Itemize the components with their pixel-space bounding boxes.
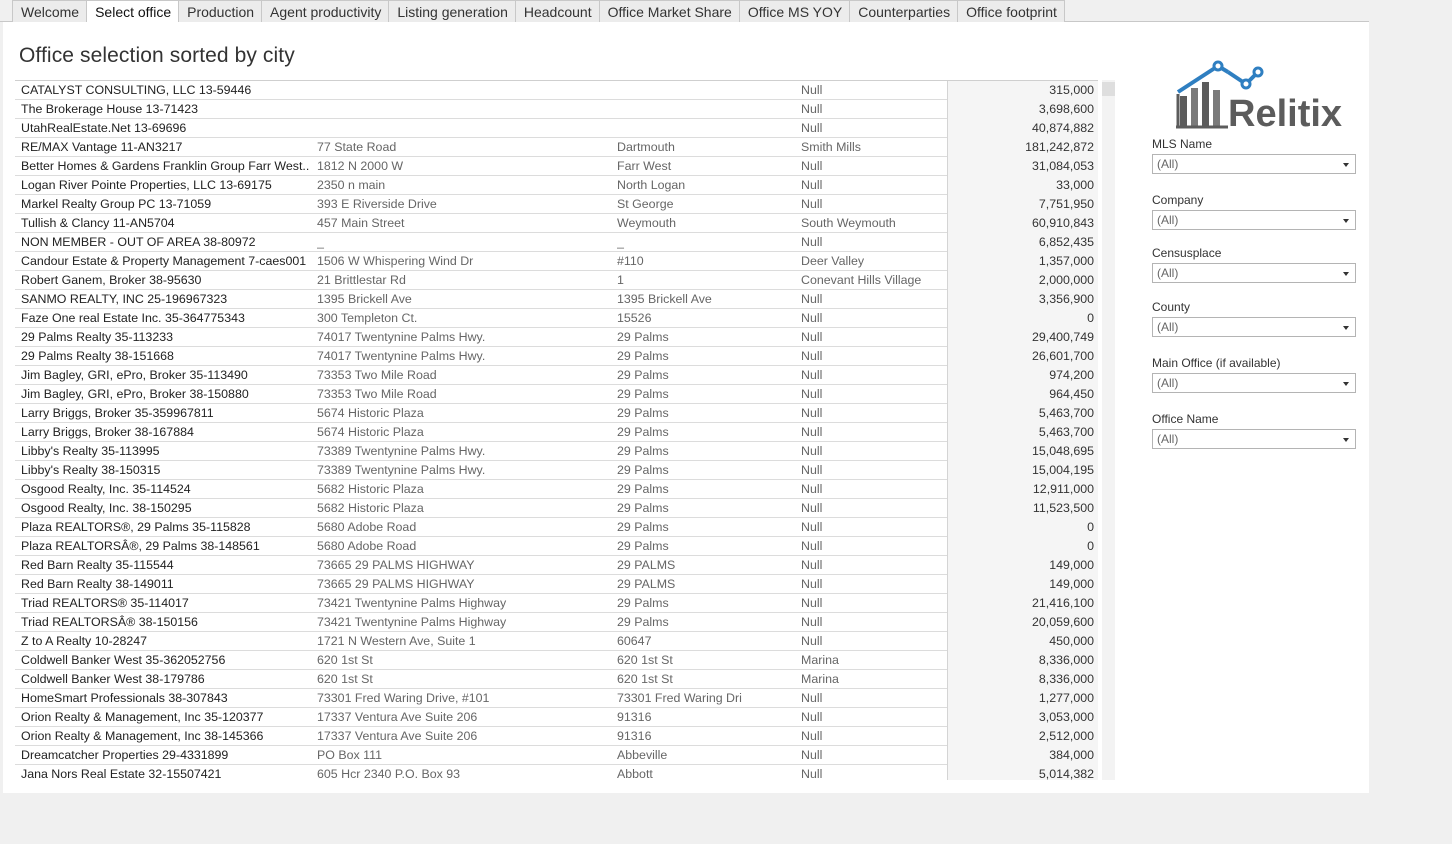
office-name-cell: Triad REALTORS® 35-114017 [21,596,189,610]
censusplace-cell: Null [801,121,823,135]
office-name-cell: Larry Briggs, Broker 35-359967811 [21,406,214,420]
volume-cell: 3,053,000 [947,708,1098,727]
volume-cell: 2,000,000 [947,271,1098,290]
address-cell: 5682 Historic Plaza [317,501,424,515]
scrollbar-thumb[interactable] [1102,82,1115,96]
office-name-cell: Triad REALTORSÂ® 38-150156 [21,615,198,629]
censusplace-cell: Null [801,83,823,97]
volume-cell: 5,463,700 [947,404,1098,423]
chevron-down-icon [1343,272,1349,276]
chevron-down-icon [1343,163,1349,167]
table-row[interactable] [15,556,1098,575]
volume-cell: 21,416,100 [947,594,1098,613]
office-name-cell: Better Homes & Gardens Franklin Group Farr West.. [21,159,310,173]
address-cell: 5680 Adobe Road [317,539,417,553]
censusplace-cell: Null [801,406,823,420]
filter-label: Company [1152,193,1204,207]
volume-cell: 0 [947,518,1098,537]
office-name-cell: Libby's Realty 35-113995 [21,444,160,458]
censusplace-cell: Null [801,444,823,458]
address-cell: 74017 Twentynine Palms Hwy. [317,349,486,363]
table-row[interactable] [15,328,1098,347]
filter-value: (All) [1157,213,1179,227]
volume-cell: 60,910,843 [947,214,1098,233]
office-name-cell: Red Barn Realty 38-149011 [21,577,174,591]
address-cell: 393 E Riverside Drive [317,197,437,211]
table-row[interactable] [15,138,1098,157]
address-cell [317,81,617,100]
address-cell: 1395 Brickell Ave [317,292,412,306]
volume-cell: 6,852,435 [947,233,1098,252]
office-name-cell: Jim Bagley, GRI, ePro, Broker 38-150880 [21,387,249,401]
censusplace-cell: South Weymouth [801,216,896,230]
table-row[interactable] [15,727,1098,746]
city-cell: North Logan [617,178,686,192]
filter-censusplace [1152,245,1358,283]
volume-cell: 33,000 [947,176,1098,195]
office-name-cell: Jim Bagley, GRI, ePro, Broker 35-113490 [21,368,248,382]
address-cell: 5674 Historic Plaza [317,406,424,420]
filter-dropdown[interactable] [1152,154,1356,174]
volume-cell: 384,000 [947,746,1098,765]
volume-cell: 1,357,000 [947,252,1098,271]
office-name-cell: Plaza REALTORSÂ®, 29 Palms 38-148561 [21,539,260,553]
table-row[interactable] [15,195,1098,214]
city-cell: Abbott [617,767,653,780]
city-cell: 73301 Fred Waring Dri [617,691,742,705]
table-row[interactable] [15,252,1098,271]
office-name-cell: HomeSmart Professionals 38-307843 [21,691,228,705]
censusplace-cell: Null [801,748,823,762]
office-name-cell: CATALYST CONSULTING, LLC 13-59446 [21,83,252,97]
table-row[interactable] [15,613,1098,632]
volume-cell: 31,084,053 [947,157,1098,176]
censusplace-cell: Marina [801,672,839,686]
table-row[interactable] [15,271,1098,290]
address-cell: 5680 Adobe Road [317,520,417,534]
address-cell: _ [317,235,324,249]
city-cell: 29 Palms [617,482,669,496]
censusplace-cell: Marina [801,653,839,667]
table-row[interactable] [15,233,1098,252]
city-cell [617,119,797,138]
tab-headcount[interactable]: Headcount [515,0,600,22]
table-row[interactable] [15,442,1098,461]
filter-dropdown[interactable] [1152,429,1356,449]
table-row[interactable] [15,404,1098,423]
address-cell: 73301 Fred Waring Drive, #101 [317,691,490,705]
office-name-cell: Orion Realty & Management, Inc 35-120377 [21,710,264,724]
censusplace-cell: Null [801,387,823,401]
table-row[interactable] [15,366,1098,385]
address-cell [317,100,617,119]
tab-counterparties[interactable]: Counterparties [849,0,958,22]
office-name-cell: RE/MAX Vantage 11-AN3217 [21,140,183,154]
censusplace-cell: Null [801,691,823,705]
table-row[interactable] [15,309,1098,328]
censusplace-cell: Null [801,463,823,477]
volume-cell: 40,874,882 [947,119,1098,138]
censusplace-cell: Null [801,178,823,192]
dashboard [3,22,1369,793]
filter-main-office-if-available [1152,355,1358,393]
office-name-cell: SANMO REALTY, INC 25-196967323 [21,292,228,306]
office-name-cell: Larry Briggs, Broker 38-167884 [21,425,194,439]
office-name-cell: Logan River Pointe Properties, LLC 13-69175 [21,178,272,192]
table-row[interactable] [15,100,1098,119]
address-cell: 21 Brittlestar Rd [317,273,406,287]
table-row[interactable] [15,461,1098,480]
city-cell: 620 1st St [617,672,673,686]
volume-cell: 0 [947,537,1098,556]
city-cell: 620 1st St [617,653,673,667]
censusplace-cell: Null [801,729,823,743]
city-cell: 29 Palms [617,368,669,382]
filter-dropdown[interactable] [1152,263,1356,283]
address-cell: 73665 29 PALMS HIGHWAY [317,577,475,591]
censusplace-cell: Null [801,710,823,724]
censusplace-cell: Null [801,311,823,325]
filter-county [1152,299,1358,337]
city-cell: 29 Palms [617,615,669,629]
censusplace-cell: Null [801,596,823,610]
address-cell: 17337 Ventura Ave Suite 206 [317,710,478,724]
tab-agent-productivity[interactable]: Agent productivity [261,0,389,22]
address-cell: 17337 Ventura Ave Suite 206 [317,729,478,743]
volume-cell: 181,242,872 [947,138,1098,157]
censusplace-cell: Null [801,425,823,439]
office-name-cell: Coldwell Banker West 35-362052756 [21,653,226,667]
city-cell: 29 Palms [617,520,669,534]
office-name-cell: Osgood Realty, Inc. 35-114524 [21,482,191,496]
logo-wordmark: Relitix [1228,93,1343,134]
tab-bar [0,0,1369,22]
filter-value: (All) [1157,266,1179,280]
volume-cell: 29,400,749 [947,328,1098,347]
volume-cell: 450,000 [947,632,1098,651]
table-row[interactable] [15,746,1098,765]
table-row[interactable] [15,670,1098,689]
table-scrollbar[interactable] [1102,80,1115,780]
address-cell: 77 State Road [317,140,397,154]
office-name-cell: Tullish & Clancy 11-AN5704 [21,216,175,230]
office-name-cell: Coldwell Banker West 38-179786 [21,672,205,686]
office-table [15,80,1115,780]
volume-cell: 8,336,000 [947,651,1098,670]
office-name-cell: Red Barn Realty 35-115544 [21,558,174,572]
table-row[interactable] [15,480,1098,499]
volume-cell: 315,000 [947,81,1098,100]
volume-cell: 3,356,900 [947,290,1098,309]
filter-value: (All) [1157,157,1179,171]
censusplace-cell: Null [801,539,823,553]
address-cell: 605 Hcr 2340 P.O. Box 93 [317,767,461,780]
office-name-cell: Libby's Realty 38-150315 [21,463,161,477]
volume-cell: 0 [947,309,1098,328]
city-cell [617,100,797,119]
chevron-down-icon [1343,438,1349,442]
censusplace-cell: Null [801,558,823,572]
table-row[interactable] [15,81,1098,100]
office-name-cell: The Brokerage House 13-71423 [21,102,199,116]
city-cell: Weymouth [617,216,676,230]
city-cell: 1395 Brickell Ave [617,292,712,306]
table-row[interactable] [15,575,1098,594]
table-row[interactable] [15,765,1098,780]
volume-cell: 15,048,695 [947,442,1098,461]
volume-cell: 26,601,700 [947,347,1098,366]
office-name-cell: Markel Realty Group PC 13-71059 [21,197,212,211]
filter-label: County [1152,300,1191,314]
city-cell: Dartmouth [617,140,675,154]
censusplace-cell: Null [801,159,823,173]
table-row[interactable] [15,176,1098,195]
city-cell: #110 [617,254,644,268]
address-cell: 74017 Twentynine Palms Hwy. [317,330,486,344]
address-cell: 73421 Twentynine Palms Highway [317,615,507,629]
office-name-cell: 29 Palms Realty 35-113233 [21,330,173,344]
city-cell: 29 Palms [617,425,669,439]
address-cell: 73665 29 PALMS HIGHWAY [317,558,475,572]
office-name-cell: UtahRealEstate.Net 13-69696 [21,121,187,135]
volume-cell: 15,004,195 [947,461,1098,480]
table-row[interactable] [15,518,1098,537]
city-cell: 29 Palms [617,539,669,553]
table-row[interactable] [15,632,1098,651]
relitix-logo [1166,56,1350,134]
address-cell: 73421 Twentynine Palms Highway [317,596,507,610]
censusplace-cell: Null [801,501,823,515]
address-cell: 620 1st St [317,653,373,667]
address-cell: PO Box 111 [317,748,382,762]
city-cell: 60647 [617,634,652,648]
city-cell: 1 [617,273,624,287]
office-name-cell: Candour Estate & Property Management 7-caes001 [21,254,307,268]
office-name-cell: 29 Palms Realty 38-151668 [21,349,174,363]
volume-cell: 11,523,500 [947,499,1098,518]
filter-office-name [1152,411,1358,449]
city-cell: 29 Palms [617,501,669,515]
table-row[interactable] [15,119,1098,138]
censusplace-cell: Null [801,368,823,382]
address-cell: 1812 N 2000 W [317,159,404,173]
chevron-down-icon [1343,326,1349,330]
censusplace-cell: Conevant Hills Village [801,273,922,287]
city-cell: 29 Palms [617,444,669,458]
city-cell: 15526 [617,311,652,325]
tab-office-ms-yoy[interactable]: Office MS YOY [739,0,850,22]
table-row[interactable] [15,651,1098,670]
address-cell: 1721 N Western Ave, Suite 1 [317,634,476,648]
volume-cell: 2,512,000 [947,727,1098,746]
censusplace-cell: Null [801,102,823,116]
filter-value: (All) [1157,376,1179,390]
censusplace-cell: Null [801,349,823,363]
volume-cell: 3,698,600 [947,100,1098,119]
city-cell: 29 Palms [617,406,669,420]
filter-value: (All) [1157,432,1179,446]
city-cell: 29 Palms [617,463,669,477]
censusplace-cell: Null [801,197,823,211]
filter-company [1152,192,1358,230]
volume-cell: 8,336,000 [947,670,1098,689]
city-cell: 29 Palms [617,349,669,363]
address-cell: 5674 Historic Plaza [317,425,424,439]
address-cell: 457 Main Street [317,216,405,230]
address-cell: 73389 Twentynine Palms Hwy. [317,444,486,458]
city-cell: 29 PALMS [617,558,676,572]
office-name-cell: Osgood Realty, Inc. 38-150295 [21,501,192,515]
table-row[interactable] [15,385,1098,404]
volume-cell: 5,014,382 [947,765,1098,780]
filter-label: Censusplace [1152,246,1222,260]
censusplace-cell: Null [801,520,823,534]
city-cell: Abbeville [617,748,668,762]
tab-select-office[interactable]: Select office [86,0,179,23]
table-row[interactable] [15,423,1098,442]
chevron-down-icon [1343,219,1349,223]
filter-dropdown[interactable] [1152,210,1356,230]
volume-cell: 149,000 [947,556,1098,575]
volume-cell: 1,277,000 [947,689,1098,708]
table-row[interactable] [15,499,1098,518]
volume-cell: 149,000 [947,575,1098,594]
office-name-cell: Orion Realty & Management, Inc 38-145366 [21,729,264,743]
filter-value: (All) [1157,320,1179,334]
volume-cell: 5,463,700 [947,423,1098,442]
office-name-cell: NON MEMBER - OUT OF AREA 38-80972 [21,235,256,249]
office-name-cell: Faze One real Estate Inc. 35-364775343 [21,311,245,325]
office-name-cell: Robert Ganem, Broker 38-95630 [21,273,202,287]
censusplace-cell: Null [801,577,823,591]
table-row[interactable] [15,214,1098,233]
censusplace-cell: Deer Valley [801,254,865,268]
table-row[interactable] [15,347,1098,366]
tab-production[interactable]: Production [178,0,262,22]
address-cell: 2350 n main [317,178,386,192]
table-row[interactable] [15,708,1098,727]
address-cell: 73389 Twentynine Palms Hwy. [317,463,486,477]
address-cell: 620 1st St [317,672,373,686]
city-cell: _ [617,235,624,249]
city-cell [617,81,797,100]
table-row[interactable] [15,689,1098,708]
censusplace-cell: Null [801,634,823,648]
censusplace-cell: Null [801,482,823,496]
censusplace-cell: Null [801,767,823,780]
address-cell: 73353 Two Mile Road [317,387,437,401]
address-cell: 300 Templeton Ct. [317,311,418,325]
city-cell: 91316 [617,729,652,743]
city-cell: 29 Palms [617,596,669,610]
filter-dropdown[interactable] [1152,317,1356,337]
volume-cell: 964,450 [947,385,1098,404]
censusplace-cell: Null [801,615,823,629]
table-row[interactable] [15,157,1098,176]
filter-mls-name [1152,136,1358,174]
address-cell [317,119,617,138]
city-cell: 29 PALMS [617,577,676,591]
address-cell: 73353 Two Mile Road [317,368,437,382]
tab-listing-generation[interactable]: Listing generation [388,0,516,22]
volume-cell: 20,059,600 [947,613,1098,632]
table-row[interactable] [15,537,1098,556]
city-cell: Farr West [617,159,672,173]
censusplace-cell: Smith Mills [801,140,861,154]
address-cell: 5682 Historic Plaza [317,482,424,496]
city-cell: 91316 [617,710,652,724]
office-name-cell: Jana Nors Real Estate 32-15507421 [21,767,222,780]
city-cell: 29 Palms [617,330,669,344]
filter-label: Office Name [1152,412,1219,426]
censusplace-cell: Null [801,330,823,344]
tab-welcome[interactable]: Welcome [12,0,87,22]
volume-cell: 7,751,950 [947,195,1098,214]
city-cell: St George [617,197,674,211]
tab-office-market-share[interactable]: Office Market Share [599,0,740,22]
censusplace-cell: Null [801,292,823,306]
volume-cell: 974,200 [947,366,1098,385]
table-row[interactable] [15,594,1098,613]
chevron-down-icon [1343,382,1349,386]
office-name-cell: Z to A Realty 10-28247 [21,634,148,648]
filter-label: Main Office (if available) [1152,356,1281,370]
page-title: Office selection sorted by city [19,44,295,67]
filter-dropdown[interactable] [1152,373,1356,393]
office-name-cell: Plaza REALTORS®, 29 Palms 35-115828 [21,520,251,534]
volume-cell: 12,911,000 [947,480,1098,499]
office-name-cell: Dreamcatcher Properties 29-4331899 [21,748,229,762]
table-row[interactable] [15,290,1098,309]
city-cell: 29 Palms [617,387,669,401]
censusplace-cell: Null [801,235,823,249]
address-cell: 1506 W Whispering Wind Dr [317,254,474,268]
filter-label: MLS Name [1152,137,1213,151]
tab-office-footprint[interactable]: Office footprint [957,0,1065,22]
